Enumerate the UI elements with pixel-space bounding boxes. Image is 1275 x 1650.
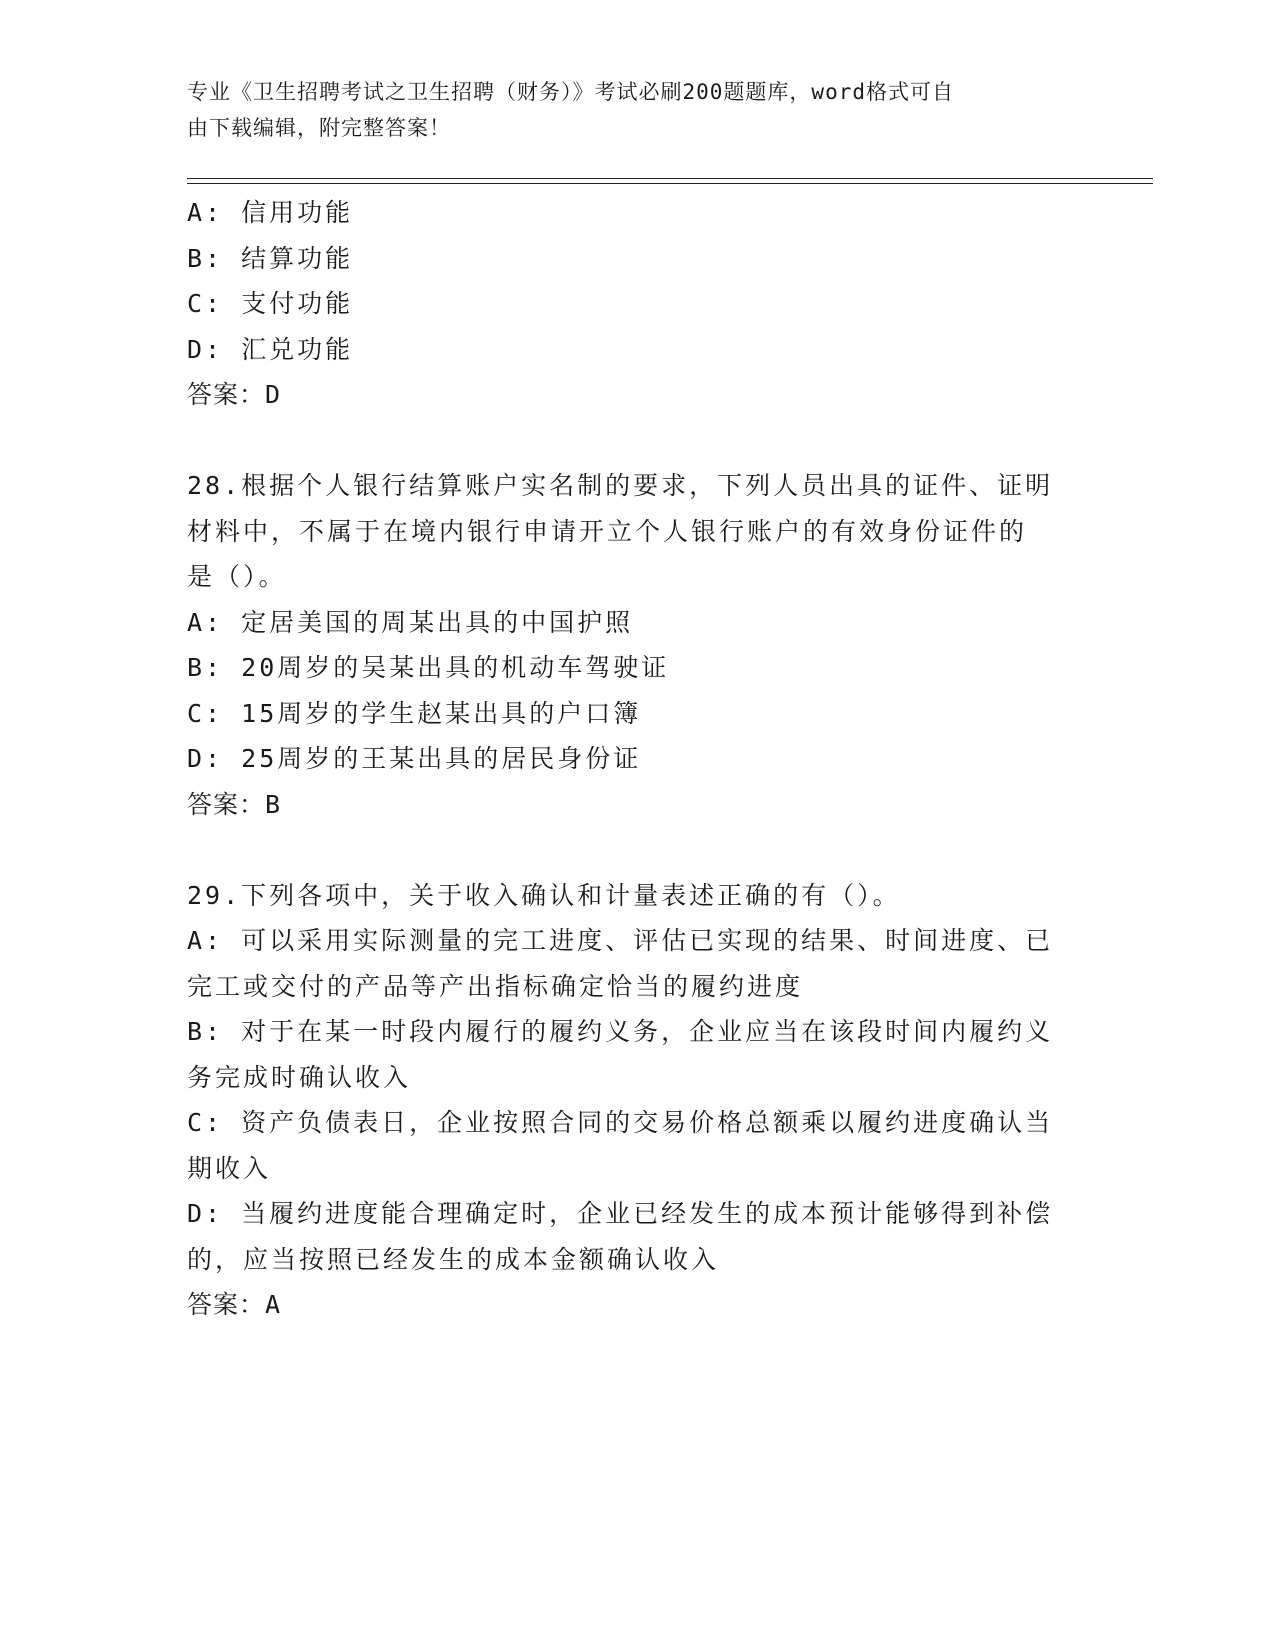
q29-option-a-line-2: 完工或交付的产品等产出指标确定恰当的履约进度 (187, 971, 804, 1001)
question-27 (187, 190, 1077, 418)
header-divider-top (187, 178, 1153, 179)
q27-option-c: C: 支付功能 (187, 289, 354, 318)
q29-option-d-line-1: D: 当履约进度能合理确定时，企业已经发生的成本预计能够得到补偿 (187, 1199, 1054, 1228)
q27-answer: 答案：D (187, 380, 282, 409)
q29-option-c-line-2: 期收入 (187, 1153, 272, 1183)
q27-option-a: A: 信用功能 (187, 198, 354, 227)
document-header (187, 74, 1067, 146)
header-line-1: 专业《卫生招聘考试之卫生招聘（财务）》考试必刷200题题库，word格式可自 (187, 80, 954, 104)
spacer (187, 418, 1077, 464)
header-line-2: 由下载编辑，附完整答案！ (187, 116, 451, 140)
q28-option-c: C: 15周岁的学生赵某出具的户口簿 (187, 698, 642, 728)
q27-option-b: B: 结算功能 (187, 243, 354, 273)
q28-option-b: B: 20周岁的吴某出具的机动车驾驶证 (187, 653, 670, 682)
q28-answer: 答案：B (187, 789, 282, 819)
q29-option-b-line-1: B: 对于在某一时段内履行的履约义务，企业应当在该段时间内履约义 (187, 1017, 1054, 1046)
q28-option-a: A: 定居美国的周某出具的中国护照 (187, 607, 634, 637)
q28-stem-line-3: 是（）。 (187, 562, 287, 591)
header-divider-bottom (187, 183, 1153, 184)
question-28 (187, 463, 1077, 827)
q29-stem-line-1: 29.下列各项中，关于收入确认和计量表述正确的有（）。 (187, 880, 901, 910)
spacer (187, 827, 1077, 873)
q29-option-a-line-1: A: 可以采用实际测量的完工进度、评估已实现的结果、时间进度、已 (187, 926, 1054, 955)
q28-stem-line-1: 28.根据个人银行结算账户实名制的要求，下列人员出具的证件、证明 (187, 471, 1054, 500)
q27-option-d: D: 汇兑功能 (187, 334, 354, 364)
question-29 (187, 873, 1077, 1328)
q28-option-d: D: 25周岁的王某出具的居民身份证 (187, 744, 642, 773)
q29-answer: 答案：A (187, 1290, 282, 1319)
q29-option-d-line-2: 的，应当按照已经发生的成本金额确认收入 (187, 1244, 720, 1274)
question-content (187, 190, 1077, 1328)
q28-stem-line-2: 材料中，不属于在境内银行申请开立个人银行账户的有效身份证件的 (187, 516, 1028, 546)
q29-option-b-line-2: 务完成时确认收入 (187, 1062, 412, 1092)
q29-option-c-line-1: C: 资产负债表日，企业按照合同的交易价格总额乘以履约进度确认当 (187, 1108, 1054, 1137)
